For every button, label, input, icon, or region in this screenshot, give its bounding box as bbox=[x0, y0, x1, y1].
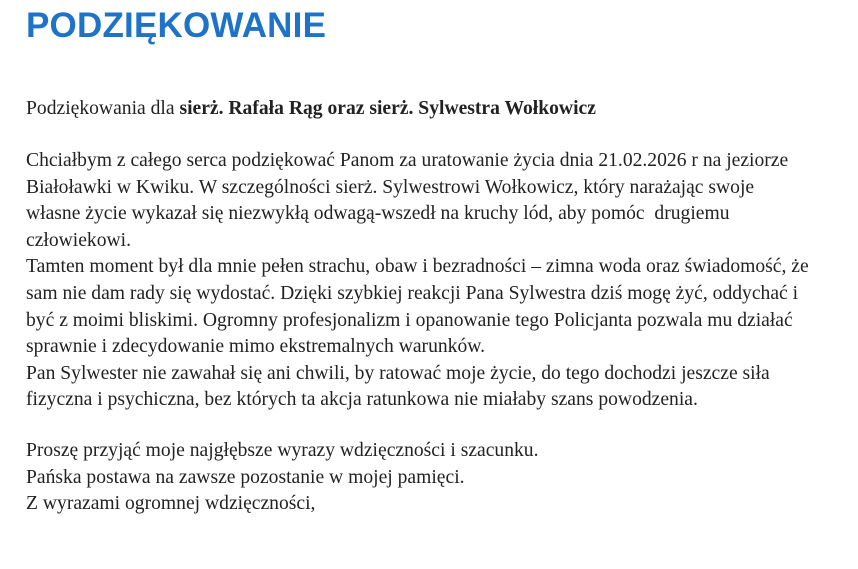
body-line: fizyczna i psychiczna, bez których ta akcja ratunkowa nie miałaby szans powodzenia. bbox=[26, 389, 698, 411]
body-line: Chciałbym z całego serca podziękować Panom za uratowanie życia dnia 21.02.2026 r na jeziorze bbox=[26, 150, 789, 171]
closing-line: Proszę przyjąć moje najgłębsze wyrazy wdzięczności i szacunku. bbox=[26, 440, 539, 461]
body-line: Pan Sylwester nie zawahał się ani chwili, by ratować moje życie, do tego dochodzi jeszcze siła bbox=[26, 362, 770, 384]
body-line: być z moimi bliskimi. Ogromny profesjonalizm i opanowanie tego Policjanta pozwala mu działać bbox=[26, 309, 793, 331]
intro-names: sierż. Rafała Rąg oraz sierż. Sylwestra Wołkowicz bbox=[179, 98, 596, 119]
body-line: Tamten moment był dla mnie pełen strachu, obaw i bezradności – zimna woda oraz świadomość, że bbox=[26, 256, 809, 278]
body-paragraph bbox=[26, 148, 809, 414]
body-line: człowiekowi. bbox=[26, 229, 132, 251]
body-line: sprawnie i zdecydowanie mimo ekstremalnych warunków. bbox=[26, 336, 486, 358]
body-line: sam nie dam rady się wydostać. Dzięki szybkiej reakcji Pana Sylwestra dziś mogę żyć, oddychać i bbox=[26, 282, 799, 304]
closing-paragraph bbox=[26, 438, 539, 518]
body-line: Białoławki w Kwiku. W szczególności sierż. Sylwestrowi Wołkowicz, który narażając swoje bbox=[26, 176, 755, 198]
body-line: własne życie wykazał się niezwykłą odwagą-wszedł na kruchy lód, aby pomóc drugiemu bbox=[26, 203, 730, 225]
closing-line: Pańska postawa na zawsze pozostanie w mojej pamięci. bbox=[26, 466, 465, 488]
intro-prefix: Podziękowania dla bbox=[26, 98, 180, 119]
closing-line: Z wyrazami ogromnej wdzięczności, bbox=[26, 493, 316, 515]
page-title: PODZIĘKOWANIE bbox=[26, 6, 327, 45]
intro-line bbox=[26, 96, 596, 123]
